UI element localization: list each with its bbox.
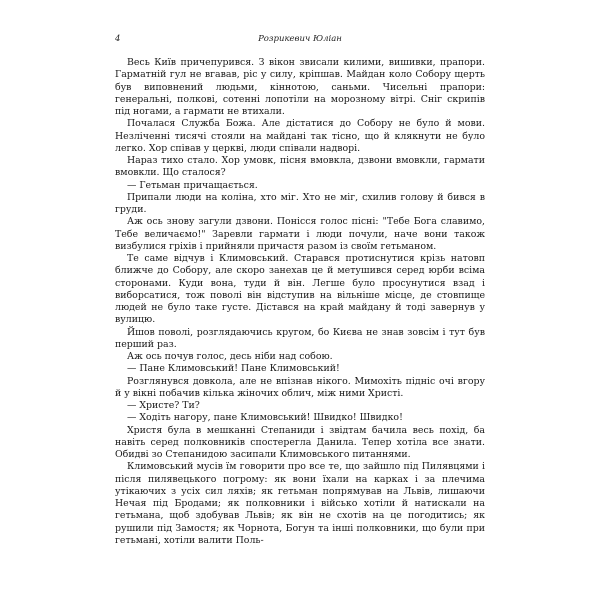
paragraph: — Пане Климовський! Пане Климовський!: [127, 363, 340, 375]
paragraph: Нараз тихо стало. Хор умовк, пісня вмовкла, дзвони вмовкли, гармати вмовкли. Що сталося?: [115, 155, 485, 179]
paragraph: Аж ось знову загули дзвони. Понісся голос пісні: "Тебе Бога славимо, Тебе величаємо!" Заревли гармати і люди почули, наче вони також визбулися гріхів і прийняли причастя разом із своїм гетьманом.: [115, 216, 485, 252]
paragraph: — Гетьман причащається.: [127, 179, 258, 191]
page-number: 4: [115, 34, 121, 44]
running-head: [115, 34, 485, 48]
paragraph: Христя була в мешканні Степаниди і звідтам бачила весь похід, ба навіть серед полковників спостерегла Данила. Тепер хотіла все знати. Обидві зо Степанидою засипали Климовського питаннями.: [115, 424, 485, 460]
paragraph: Климовський мусів їм говорити про все те, що зайшло під Пилявцями і після пилявецького погрому: як вони їхали на карках і за плечима утікаючих з усіх сил ляхів; як гетьман попрямував на Львів, лишаючи Нечая під Бродами; як полковники і військо хотіли й натискали на гетьмана, щоб здобував Львів; як він не схотів на це погодитись; як рушили під Замостя; як Чорнота, Богун та інші полковники, що були при гетьмані, хотіли валити Поль-: [115, 461, 485, 546]
paragraph: Припали люди на коліна, хто міг. Хто не міг, схилив голову й бився в груди.: [115, 191, 485, 215]
paragraph: — Ходіть нагору, пане Климовський! Швидко! Швидко!: [127, 412, 403, 424]
paragraph: Розглянувся довкола, але не впізнав нікого. Мимохіть підніс очі вгору й у вікні побачив кілька жіночих облич, між ними Христі.: [115, 375, 485, 399]
paragraph: Весь Київ причепурився. З вікон звисали килими, вишивки, прапори. Гарматній гул не вгавав, ріс у силу, кріпшав. Майдан коло Собору щерть був виповнений людьми, кіннотою, саньми. Чисельні прапори: генеральні, полкові, сотенні лопотіли на морозному вітрі. Сніг скрипів під ногами, а гармати не втихали.: [115, 57, 485, 117]
paragraph: Йшов поволі, розглядаючись кругом, бо Києва не знав зовсім і тут був перший раз.: [115, 326, 485, 350]
paragraph: Те саме відчув і Климовський. Старався протиснутися крізь натовп ближче до Собору, але скоро занехав це й метушився серед юрби всіма сторонами. Куди вона, туди й він. Легше було просунутися взад і вибоpсатися, тож поволі він відступив на вільніше місце, де стовпище людей не було таке густе. Дістався на край майдану й тоді завернув у вулицю.: [115, 253, 485, 326]
paragraph: — Христе? Ти?: [127, 400, 200, 411]
text-block: [115, 57, 485, 547]
paragraph: Почалася Служба Божа. Але дістатися до Собору не було й мови. Незліченні тисячі стояли на майдані так тісно, що й клякнути не було легко. Хор співав у церкві, люди співали надворі.: [115, 118, 485, 154]
running-title: Розрикевич Юліан: [258, 34, 342, 44]
paragraph: Аж ось почув голос, десь ніби над собою.: [127, 351, 333, 362]
